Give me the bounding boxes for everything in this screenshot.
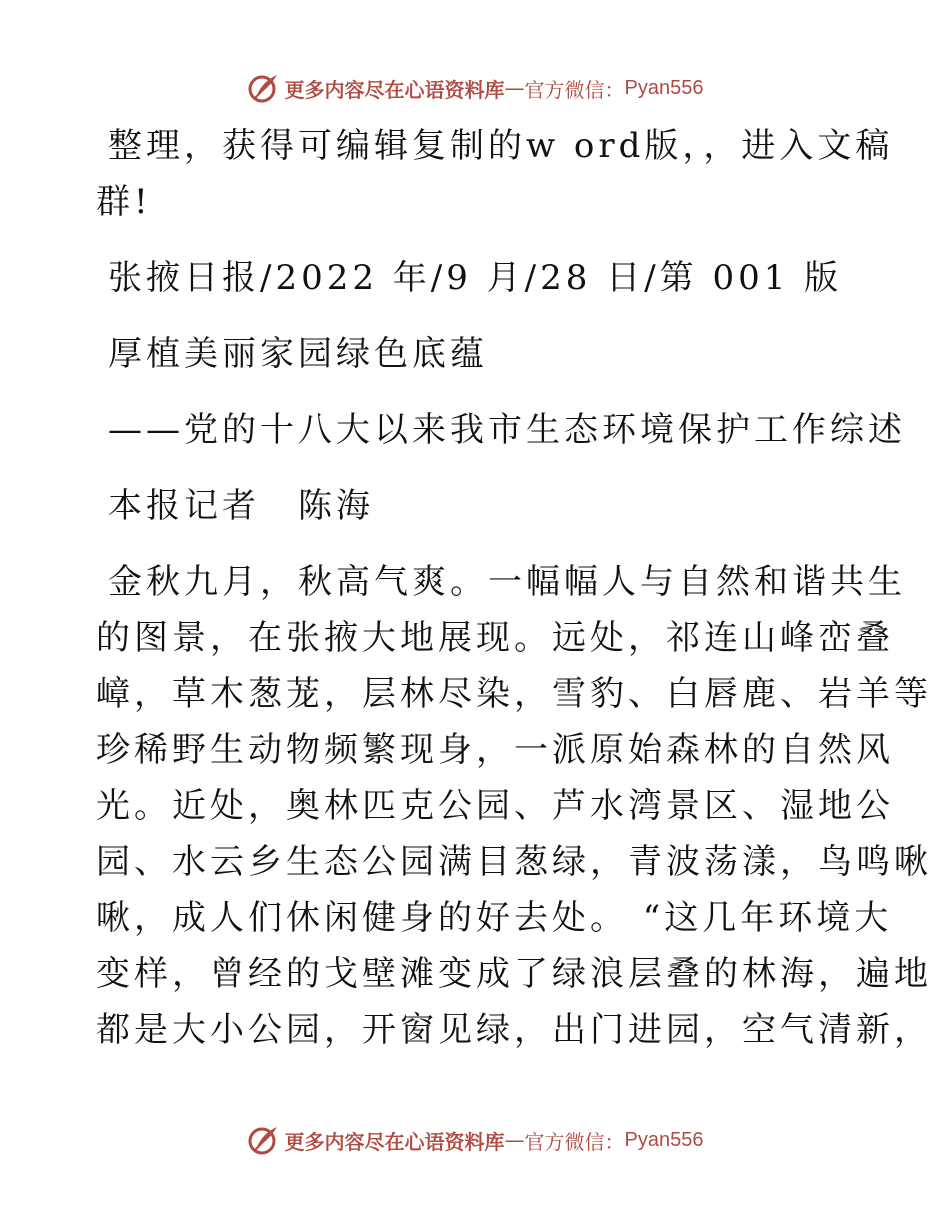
paragraph-line: 啾，成人们休闲健身的好去处。 “这几年环境大 xyxy=(96,898,893,938)
watermark-wechat-label: 官方微信： xyxy=(524,1129,625,1154)
watermark-wechat-label: 官方微信： xyxy=(524,77,625,102)
paragraph-line: 金秋九月，秋高气爽。一幅幅人与自然和谐共生 xyxy=(108,562,906,602)
article-title: 厚植美丽家园绿色底蕴 xyxy=(108,334,488,374)
paragraph-line: 的图景，在张掖大地展现。远处，祁连山峰峦叠 xyxy=(96,618,894,658)
watermark-text: 更多内容尽在心语资料库 xyxy=(284,77,505,102)
footer-watermark xyxy=(0,1120,950,1160)
intro-line: 群! xyxy=(96,182,152,222)
feather-logo-icon xyxy=(247,1123,281,1157)
intro-line: 整理，获得可编辑复制的w ord版，，进入文稿 xyxy=(108,126,894,166)
paragraph-line: 都是大小公园，开窗见绿，出门进园，空气清新， xyxy=(96,1010,932,1050)
paragraph-line: 嶂，草木葱茏，层林尽染，雪豹、白唇鹿、岩羊等 xyxy=(96,674,932,714)
article-subtitle: ——党的十八大以来我市生态环境保护工作综述 xyxy=(108,410,906,450)
byline: 本报记者 陈海 xyxy=(108,486,374,526)
feather-logo-icon xyxy=(247,71,281,105)
paragraph-line: 光。近处，奥林匹克公园、芦水湾景区、湿地公 xyxy=(96,786,894,826)
document-body xyxy=(96,118,932,1058)
watermark-text: 更多内容尽在心语资料库 xyxy=(284,1129,505,1154)
watermark-wechat-id: Pyan556 xyxy=(624,76,704,99)
watermark-wechat-id: Pyan556 xyxy=(624,1128,704,1151)
header-watermark xyxy=(0,68,950,108)
paragraph-line: 珍稀野生动物频繁现身，一派原始森林的自然风 xyxy=(96,730,894,770)
paragraph-line: 变样，曾经的戈壁滩变成了绿浪层叠的林海，遍地 xyxy=(96,954,932,994)
paragraph-line: 园、水云乡生态公园满目葱绿，青波荡漾，鸟鸣啾 xyxy=(96,842,932,882)
watermark-dash: — xyxy=(504,76,525,100)
watermark-dash: — xyxy=(504,1128,525,1152)
source-line: 张掖日报/2022 年/9 月/28 日/第 001 版 xyxy=(108,258,843,298)
